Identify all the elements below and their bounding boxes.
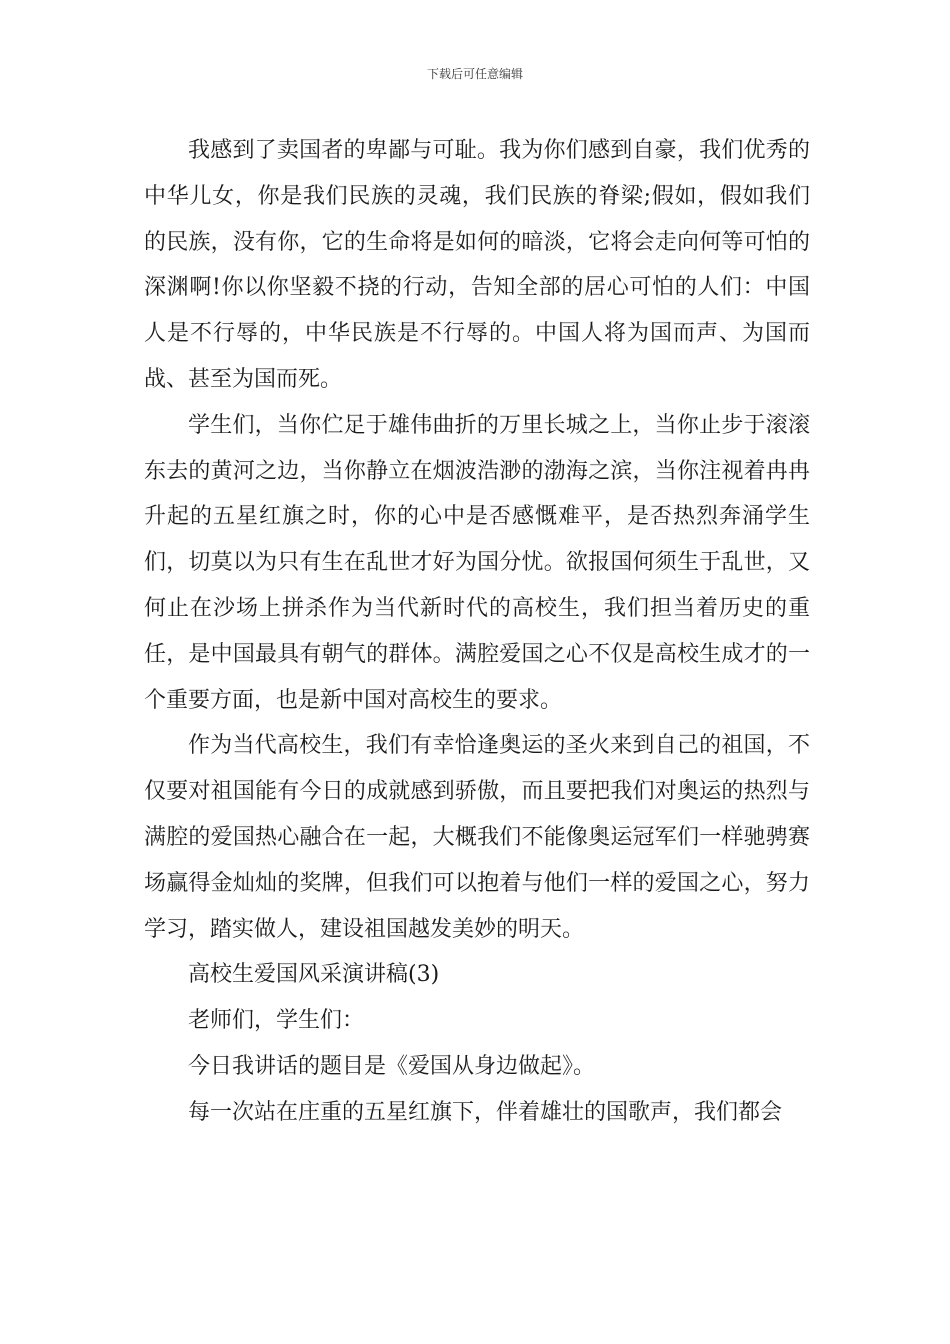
salutation: 老师们，学生们： xyxy=(188,1008,365,1034)
paragraph-1: 我感到了卖国者的卑鄙与可耻。我为你们感到自豪，我们优秀的中华儿女，你是我们民族的灵魂，我们民族的脊梁;假如，假如我们的民族，没有你，它的生命将是如何的暗淡，它将会走向何等可怕的深渊啊!你以你坚毅不挠的行动，告知全部的居心可怕的人们：中国人是不行辱的，中华民族是不行辱的。中国人将为国而声、为国而战、甚至为国而死。 xyxy=(144,138,810,392)
document-body xyxy=(144,128,810,1136)
section-title: 高校生爱国风采演讲稿(3) xyxy=(188,962,440,988)
page-header: 下载后可任意编辑 xyxy=(426,67,523,81)
paragraph-4: 每一次站在庄重的五星红旗下，伴着雄壮的国歌声，我们都会 xyxy=(188,1099,783,1125)
paragraph-3: 作为当代高校生，我们有幸恰逢奥运的圣火来到自己的祖国，不仅要对祖国能有今日的成就感到骄傲，而且要把我们对奥运的热烈与满腔的爱国热心融合在一起，大概我们不能像奥运冠军们一样驰骋赛场赢得金灿灿的奖牌，但我们可以抱着与他们一样的爱国之心，努力学习，踏实做人，建设祖国越发美妙的明天。 xyxy=(144,733,810,942)
paragraph-2: 学生们，当你伫足于雄伟曲折的万里长城之上，当你止步于滚滚东去的黄河之边，当你静立在烟波浩渺的渤海之滨，当你注视着冉冉升起的五星红旗之时，你的心中是否感慨难平，是否热烈奔涌学生们，切莫以为只有生在乱世才好为国分忧。欲报国何须生于乱世，又何止在沙场上拼杀作为当代新时代的高校生，我们担当着历史的重任，是中国最具有朝气的群体。满腔爱国之心不仅是高校生成才的一个重要方面，也是新中国对高校生的要求。 xyxy=(144,412,810,713)
speech-topic: 今日我讲话的题目是《爱国从身边做起》。 xyxy=(188,1053,596,1079)
